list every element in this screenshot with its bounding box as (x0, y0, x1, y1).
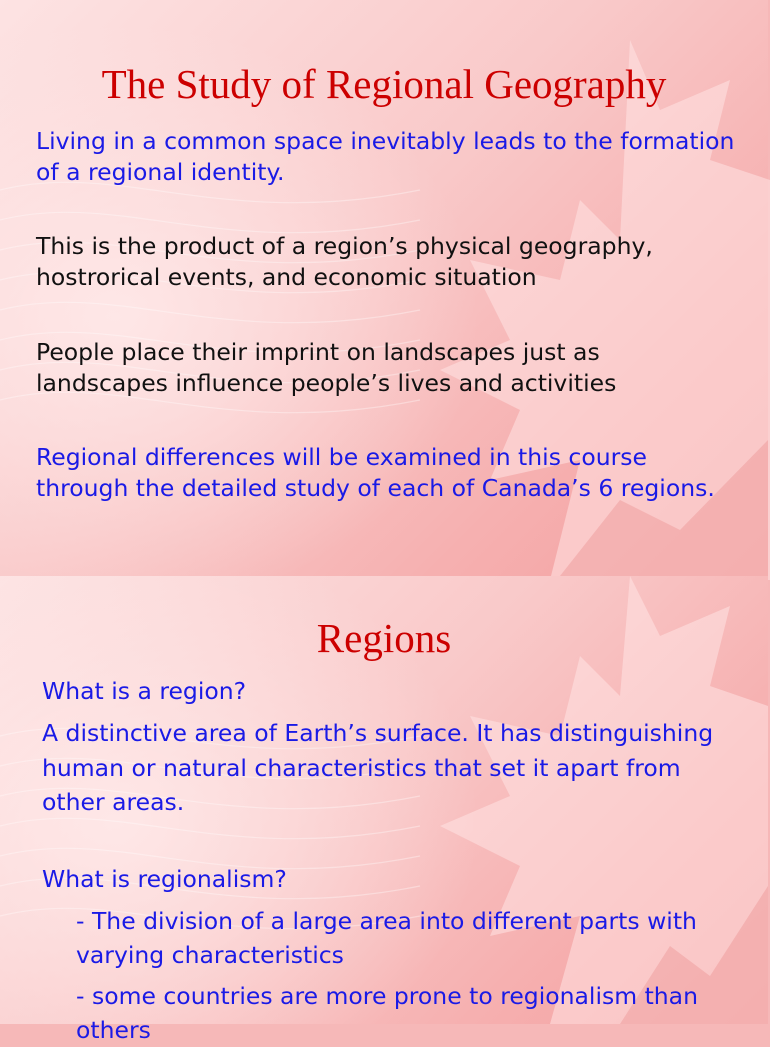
paragraph-regional-identity: Living in a common space inevitably leads to the formation of a regional identity. (36, 127, 735, 186)
paragraph-people-landscapes: People place their imprint on landscapes just as landscapes influence people’s lives and activities (36, 338, 617, 397)
question-what-is-region: What is a region? (42, 677, 247, 705)
slide-regions (0, 576, 768, 1044)
paragraph-product-of-region: This is the product of a region’s physical geography, hostrorical events, and economic situation (36, 232, 653, 291)
paragraph-regional-differences: Regional differences will be examined in this course through the detailed study of each of Canada’s 6 regions. (36, 443, 715, 502)
bullet-division-of-area: - The division of a large area into different parts with varying characteristics (76, 907, 697, 969)
answer-region-definition: A distinctive area of Earth’s surface. It has distinguishing human or natural characteristics that set it apart from other areas. (42, 719, 714, 816)
slide-title: Regions (316, 615, 452, 661)
question-what-is-regionalism: What is regionalism? (42, 865, 287, 893)
slide-title: The Study of Regional Geography (101, 61, 667, 107)
bullet-countries-prone: - some countries are more prone to regionalism than others (76, 982, 698, 1044)
